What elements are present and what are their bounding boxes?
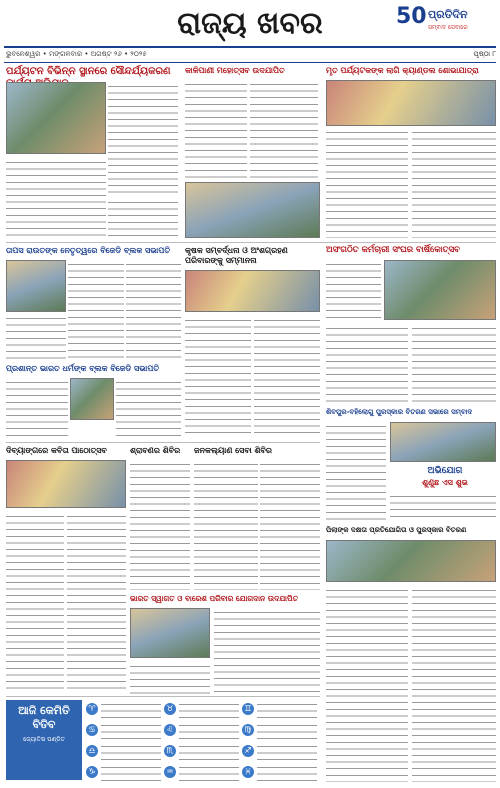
article-text xyxy=(326,324,408,404)
headline-award-ceremony[interactable]: ଶିବପୁର-ବହିଲୋଗୁ ପୁରସ୍କାର ବିତରଣ ସଭାରେ ସମ୍ବାଦ xyxy=(326,408,473,416)
horoscope-text xyxy=(179,700,239,719)
horoscope-text xyxy=(179,763,239,782)
horoscope-text xyxy=(257,721,317,740)
headline-complaint[interactable]: ଅଭିଯୋଗ xyxy=(427,466,463,476)
photo-tourism xyxy=(6,82,106,154)
article-text xyxy=(250,80,318,180)
horoscope-text xyxy=(257,742,317,761)
zodiac-icon: ♌ xyxy=(164,724,176,736)
article-text xyxy=(194,460,258,590)
horoscope-sign xyxy=(86,700,162,719)
photo-swagat xyxy=(130,608,210,658)
photo-union xyxy=(384,260,496,320)
photo-portrait xyxy=(70,378,114,420)
headline-farmer-honor[interactable]: କୃଷକ ସମ୍ବର୍ଦ୍ଧନା ଓ ଅଂଶଗ୍ରହଣ ପରିବାରଙ୍କୁ ସମ୍ମାନନା xyxy=(185,246,288,265)
horoscope-sign xyxy=(164,742,240,761)
article-text xyxy=(412,586,496,782)
article-text xyxy=(130,460,190,590)
horoscope-sign xyxy=(86,742,162,761)
horoscope-sign xyxy=(242,763,318,782)
headline-kalipani[interactable]: କାଳିପାଣୀ ମହୋତ୍ସବ ଉଦଯାପିତ xyxy=(185,66,285,75)
article-text xyxy=(254,316,320,436)
dateline-rule xyxy=(4,62,496,63)
headline-bharat-swagat[interactable]: ଭାରତ ସ୍ୱାଗତ ଓ ବାରେଶ ପରିବାର ଯୋଗଦାନ ଉଦଯାପିତ xyxy=(130,594,298,603)
headline-tourism[interactable]: ପର୍ଯ୍ୟଟନ ବିଭିନ୍ନ ସ୍ଥାନରେ ସୌନ୍ଦର୍ଯ୍ୟକରଣ xyxy=(6,66,171,77)
article-text xyxy=(390,492,496,522)
article-text xyxy=(326,586,408,782)
article-text xyxy=(326,260,381,320)
logo-number: 50 xyxy=(396,4,427,29)
horoscope-sign xyxy=(164,763,240,782)
headline-children-contest[interactable]: ପିଲାଙ୍କ ଦକ୍ଷତା ପ୍ରତିଯୋଗିତା ଓ ପୁରସ୍କାର ବିତରଣ xyxy=(326,526,467,534)
headline-bjd-block[interactable]: ତାପସ ରାଉତଙ୍କ ନେତୃତ୍ୱରେ ବିଜେଡି ବ୍ଲକ ସଭାପତି xyxy=(6,246,171,255)
article-text xyxy=(214,608,320,694)
horoscope-text xyxy=(179,721,239,740)
horoscope-sign xyxy=(86,763,162,782)
horoscope-grid xyxy=(86,700,320,784)
section-divider xyxy=(6,442,320,443)
horoscope-sign xyxy=(242,721,318,740)
horoscope-text xyxy=(101,763,161,782)
article-text xyxy=(185,316,251,436)
horoscope-sign xyxy=(164,721,240,740)
zodiac-icon: ♎ xyxy=(86,745,98,757)
horoscope-text xyxy=(179,742,239,761)
headline-shravan[interactable]: ଶ୍ରାବଣର ଶିବିର xyxy=(130,446,181,455)
article-text xyxy=(130,662,210,694)
horoscope-text xyxy=(101,700,161,719)
horoscope-text xyxy=(257,700,317,719)
section-divider xyxy=(6,696,320,697)
masthead-rule xyxy=(4,46,496,48)
article-text xyxy=(412,324,496,404)
article-text xyxy=(326,422,386,522)
horoscope-sign xyxy=(164,700,240,719)
horoscope-author: ଜ୍ୟୋତିଷ ପଣ୍ଡିତ xyxy=(23,736,65,743)
horoscope-panel xyxy=(6,700,82,780)
article-text xyxy=(6,378,68,438)
horoscope-sign xyxy=(86,721,162,740)
photo-children xyxy=(326,540,496,582)
headline-bjd-president[interactable]: ପ୍ରଶାନ୍ତ ଭାରତ ଧର୍ମଙ୍କ ବ୍ଲକ ବିଜେଡି ସଭାପତି xyxy=(6,364,160,373)
photo-festival xyxy=(185,182,320,238)
photo-award xyxy=(390,422,496,462)
headline-complaint-sub[interactable]: ଶୁଣୁଛ ଏସ ଶୁଭ xyxy=(422,478,468,487)
zodiac-icon: ♊ xyxy=(242,703,254,715)
article-text xyxy=(6,512,64,692)
article-text xyxy=(108,198,178,238)
page-title: ରାଜ୍ୟ ଖବର xyxy=(177,6,323,41)
zodiac-icon: ♓ xyxy=(242,766,254,778)
horoscope-text xyxy=(101,742,161,761)
zodiac-icon: ♍ xyxy=(242,724,254,736)
zodiac-icon: ♒ xyxy=(164,766,176,778)
logo-tagline: ସମ୍ବାଦ ସେବାରେ xyxy=(428,24,468,31)
photo-farmers xyxy=(185,270,320,312)
article-text xyxy=(68,260,124,360)
logo-name: ପ୍ରତିଦିନ xyxy=(428,8,468,21)
photo-candle xyxy=(326,80,496,126)
article-text xyxy=(108,82,178,194)
zodiac-icon: ♈ xyxy=(86,703,98,715)
dateline: ଭୁବନେଶ୍ୱର • ମଙ୍ଗଳବାର • ଅଗଷ୍ଟ ୨୬ • ୨୦୨୫ xyxy=(6,50,147,58)
article-text xyxy=(326,128,408,238)
article-text xyxy=(126,260,181,360)
zodiac-icon: ♐ xyxy=(242,745,254,757)
article-text xyxy=(6,158,106,238)
article-text xyxy=(116,378,181,438)
horoscope-sign xyxy=(242,700,318,719)
section-divider xyxy=(6,242,496,243)
page-number: ପୃଷ୍ଠା ୮ xyxy=(473,50,496,58)
horoscope-text xyxy=(257,763,317,782)
article-text xyxy=(412,128,496,238)
zodiac-icon: ♋ xyxy=(86,724,98,736)
horoscope-sign xyxy=(242,742,318,761)
article-text xyxy=(67,512,126,692)
zodiac-icon: ♑ xyxy=(86,766,98,778)
article-text xyxy=(6,314,66,360)
zodiac-icon: ♏ xyxy=(164,745,176,757)
zodiac-icon: ♉ xyxy=(164,703,176,715)
headline-service-camp[interactable]: ଜନକଲ୍ୟାଣ ସେବା ଶିବିର xyxy=(194,446,272,455)
photo-bjd xyxy=(6,260,66,312)
headline-poetry[interactable]: ଦିବ୍ୟାଙ୍ଗରେ କବିତା ପାଠୋତ୍ସବ xyxy=(6,446,107,455)
horoscope-title: ଆଜି କେମିତି ବିତିବ xyxy=(18,704,70,731)
article-text xyxy=(185,80,247,180)
article-text xyxy=(260,460,320,590)
photo-poetry xyxy=(6,460,126,508)
headline-workers-union[interactable]: ଅସଂଗଠିତ କର୍ମଚାରୀ ସଂଘର ବାର୍ଷିକୋତ୍ସବ xyxy=(326,245,460,255)
horoscope-text xyxy=(101,721,161,740)
headline-candle-march[interactable]: ମୃତ ପର୍ଯ୍ୟଟକଙ୍କ ଲାଗି କ୍ୟାଣ୍ଡଲ ଶୋଭାଯାତ୍ରା xyxy=(326,66,479,75)
